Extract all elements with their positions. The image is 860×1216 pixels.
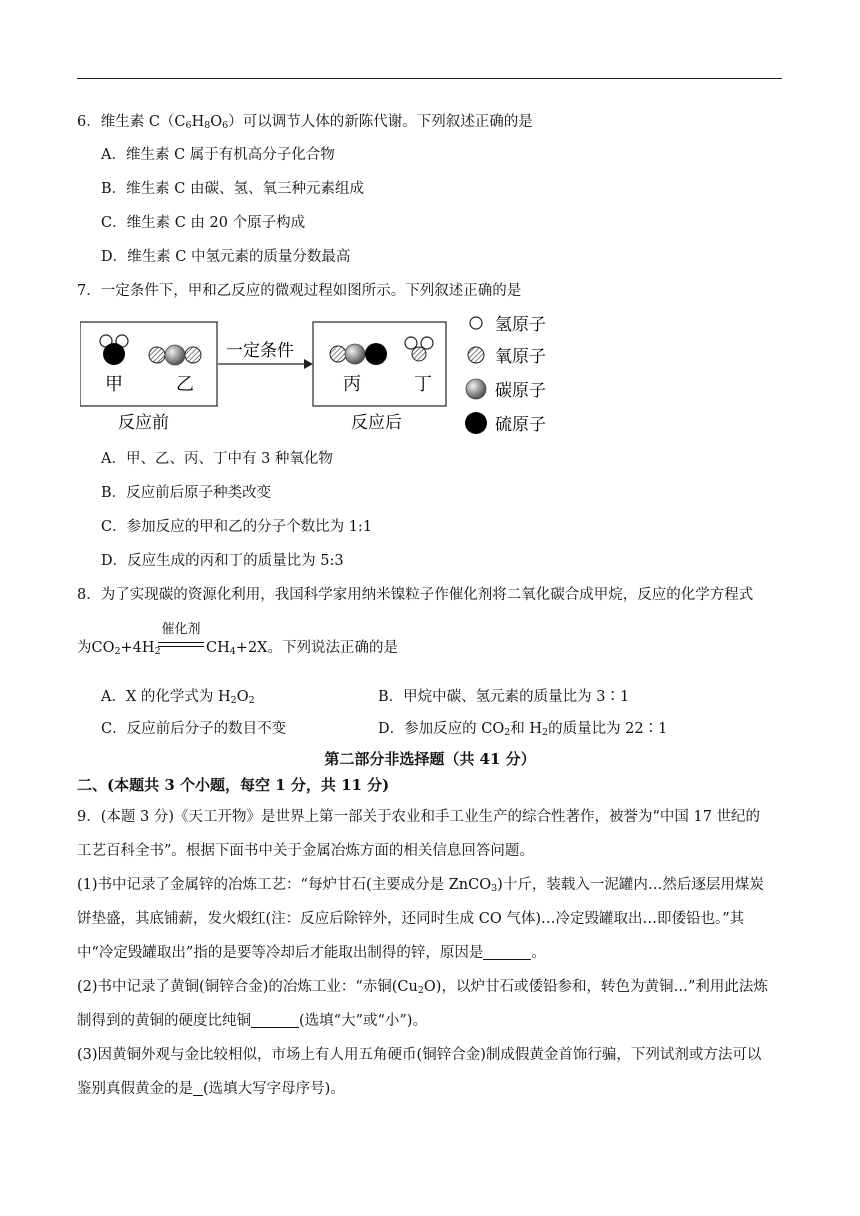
reaction-diagram (80, 306, 560, 436)
q7-option-b: B．反应前后原子种类改变 (101, 485, 272, 501)
q6-option-b: B．维生素 C 由碳、氢、氧三种元素组成 (101, 181, 364, 197)
label-before: 反应前 (118, 413, 169, 433)
legend-hydrogen: 氢原子 (495, 315, 546, 335)
section-heading: 二、(本题共 3 个小题，每空 1 分，共 11 分) (77, 776, 390, 794)
answer-blank-3[interactable] (193, 1080, 203, 1096)
answer-blank-1[interactable] (483, 944, 531, 960)
part2-title: 第二部分非选择题（共 41 分） (324, 750, 536, 768)
equation-right: $CH_4+2X$。下列说法正确的是 (206, 640, 398, 657)
label-jia: 甲 (105, 374, 123, 395)
molecule-jia (100, 335, 128, 365)
legend-carbon: 碳原子 (495, 381, 546, 401)
q9-part1-line3: 中“冷定毁罐取出”指的是要等冷却后才能取出制得的锌，原因是 。 (77, 945, 546, 961)
label-yi: 乙 (176, 374, 194, 395)
legend-oxygen-symbol (468, 347, 484, 363)
legend (465, 315, 546, 435)
q9-part2-line2: 制得到的黄铜的硬度比纯铜 (选填“大”或“小”)。 (77, 1013, 427, 1029)
legend-sulfur-symbol (465, 412, 487, 434)
q6-option-a: A．维生素 C 属于有机高分子化合物 (101, 147, 335, 163)
q9-part1-line1: (1)书中记录了金属锌的冶炼工艺：“每炉甘石(主要成分是 ZnCO$_3$)十斤，装载入一泥罐内…然后逐层用煤炭 (77, 877, 764, 894)
arrow-label: 一定条件 (226, 341, 294, 361)
legend-hydrogen-symbol (470, 317, 482, 329)
molecule-bing (330, 343, 387, 365)
q8-stem: 8．为了实现碳的资源化利用，我国科学家用纳米镍粒子作催化剂将二氧化碳合成甲烷，反应的化学方程式 (77, 587, 754, 603)
equals-sign (158, 642, 204, 647)
q6-option-c: C．维生素 C 由 20 个原子构成 (101, 215, 306, 231)
molecule-yi (149, 345, 201, 365)
molecule-ding (405, 337, 433, 361)
q6-option-d: D．维生素 C 中氢元素的质量分数最高 (101, 249, 351, 265)
q9-line1: 9．(本题 3 分)《天工开物》是世界上第一部关于农业和手工业生产的综合性著作，被誉为“中国 17 世纪的 (77, 809, 761, 825)
before-box (80, 322, 217, 406)
legend-sulfur: 硫原子 (495, 415, 546, 435)
label-bing: 丙 (343, 374, 361, 395)
q9-part3-line2: 鉴别真假黄金的是 (选填大写字母序号)。 (77, 1081, 345, 1097)
q8-option-c: C．反应前后分子的数目不变 (101, 721, 287, 737)
q8-option-b: B．甲烷中碳、氢元素的质量比为 3∶1 (378, 689, 630, 705)
q9-part1-line2: 饼垫盛，其底铺薪，发火煅红(注：反应后除锌外，还同时生成 CO 气体)…冷定毁罐取出…即倭铅也。”其 (77, 911, 745, 927)
equation-left: 为$CO_2+4H_2$ (77, 640, 161, 657)
legend-oxygen: 氧原子 (495, 347, 546, 367)
q8-option-d: D．参加反应的 $CO_2$和 $H_2$的质量比为 22∶1 (378, 721, 668, 738)
q7-stem: 7．一定条件下，甲和乙反应的微观过程如图所示。下列叙述正确的是 (77, 283, 522, 299)
q6-stem: 6．维生素 $C(C_6H_8O_6)$可以调节人体的新陈代谢。下列叙述正确的是 (77, 114, 533, 131)
legend-carbon-symbol (466, 379, 486, 399)
q8-option-a: A．X 的化学式为 $H_2O_2$ (101, 689, 255, 706)
answer-blank-2[interactable] (251, 1012, 299, 1028)
q9-line2: 工艺百科全书”。根据下面书中关于金属冶炼方面的相关信息回答问题。 (77, 843, 534, 859)
q7-option-c: C．参加反应的甲和乙的分子个数比为 1:1 (101, 519, 373, 535)
q9-part3-line1: (3)因黄铜外观与金比较相似，市场上有人用五角硬币(铜锌合金)制成假黄金首饰行骗，下列试剂或方法可以 (77, 1047, 762, 1063)
catalyst-label: 催化剂 (161, 622, 201, 637)
label-ding: 丁 (414, 374, 432, 395)
label-after: 反应后 (351, 413, 402, 433)
q9-part2-line1: (2)书中记录了黄铜(铜锌合金)的冶炼工业：“赤铜$(Cu_2O)$，以炉甘石或倭铅参和，转色为黄铜…”利用此法炼 (77, 979, 768, 996)
q7-option-d: D．反应生成的丙和丁的质量比为 5:3 (101, 553, 344, 569)
header-rule (77, 78, 782, 79)
q7-option-a: A．甲、乙、丙、丁中有 3 种氧化物 (101, 451, 333, 467)
